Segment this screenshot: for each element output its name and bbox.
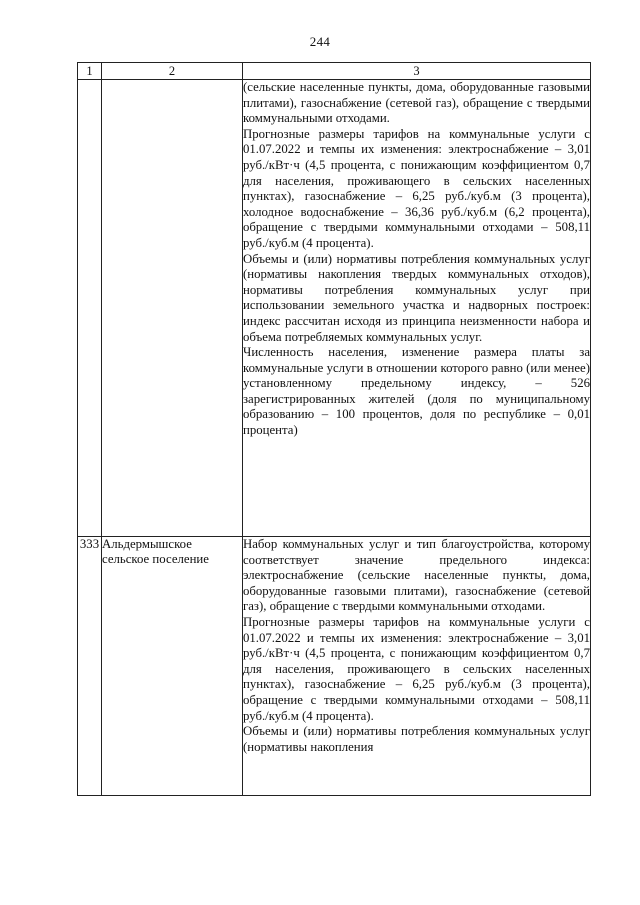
paragraph-utility-set: (сельские населенные пункты, дома, оборудованные газовыми плитами), газоснабжение (сетевой газ), обращение с твердыми коммунальными отходами. (243, 80, 590, 126)
row-number-cell (78, 80, 102, 537)
municipality-name-cell: Альдермышское сельское поселение (102, 537, 243, 796)
column-header-2: 2 (102, 63, 243, 80)
table-header-row (78, 63, 591, 80)
column-header-1: 1 (78, 63, 102, 80)
municipality-name-cell (102, 80, 243, 537)
paragraph-forecast-tariffs: Прогнозные размеры тарифов на коммунальные услуги с 01.07.2022 и темпы их изменения: электроснабжение – 3,01 руб./кВт·ч (4,5 процента, с понижающим коэффициентом 0,7 для населения, проживающего в сельских населенных пунктах), газоснабжение – 6,25 руб./куб.м (3 процента), обращение с твердыми коммунальными отходами – 508,11 руб./куб.м (4 процента). (243, 614, 590, 723)
row-number-cell: 333 (78, 537, 102, 796)
column-header-3: 3 (243, 63, 591, 80)
tariff-table (77, 62, 591, 796)
paragraph-population: Численность населения, изменение размера платы за коммунальные услуги в отношении которого равно (или менее) установленному предельному индексу, – 526 зарегистрированных жителей (доля по муниципальному образованию – 100 процентов, доля по республике – 0,01 процента) (243, 345, 590, 438)
paragraph-consumption-norms: Объемы и (или) нормативы потребления коммунальных услуг (нормативы накопления (243, 724, 590, 754)
paragraph-utility-set: Набор коммунальных услуг и тип благоустройства, которому соответствует значение предельного индекса: электроснабжение (сельские населенные пункты, дома, оборудованные газовыми плитами), газоснабжение (сетевой газ), обращение с твердыми коммунальными отходами. (243, 537, 590, 614)
table-row (78, 537, 591, 796)
page-number: 244 (309, 34, 331, 49)
description-cell (243, 80, 591, 537)
paragraph-consumption-norms: Объемы и (или) нормативы потребления коммунальных услуг (нормативы накопления твердых коммунальных отходов), нормативы потребления коммунальных услуг при использовании земельного участка и надворных построек: индекс рассчитан исходя из принципа неизменности набора и объема потребляемых коммунальных услуг. (243, 251, 590, 344)
paragraph-forecast-tariffs: Прогнозные размеры тарифов на коммунальные услуги с 01.07.2022 и темпы их изменения: электроснабжение – 3,01 руб./кВт·ч (4,5 процента, с понижающим коэффициентом 0,7 для населения, проживающего в сельских населенных пунктах), газоснабжение – 6,25 руб./куб.м (3 процента), холодное водоснабжение – 36,36 руб./куб.м (6,2 процента), обращение с твердыми коммунальными отходами – 508,11 руб./куб.м (4 процента). (243, 126, 590, 250)
description-cell (243, 537, 591, 796)
table-row (78, 80, 591, 537)
